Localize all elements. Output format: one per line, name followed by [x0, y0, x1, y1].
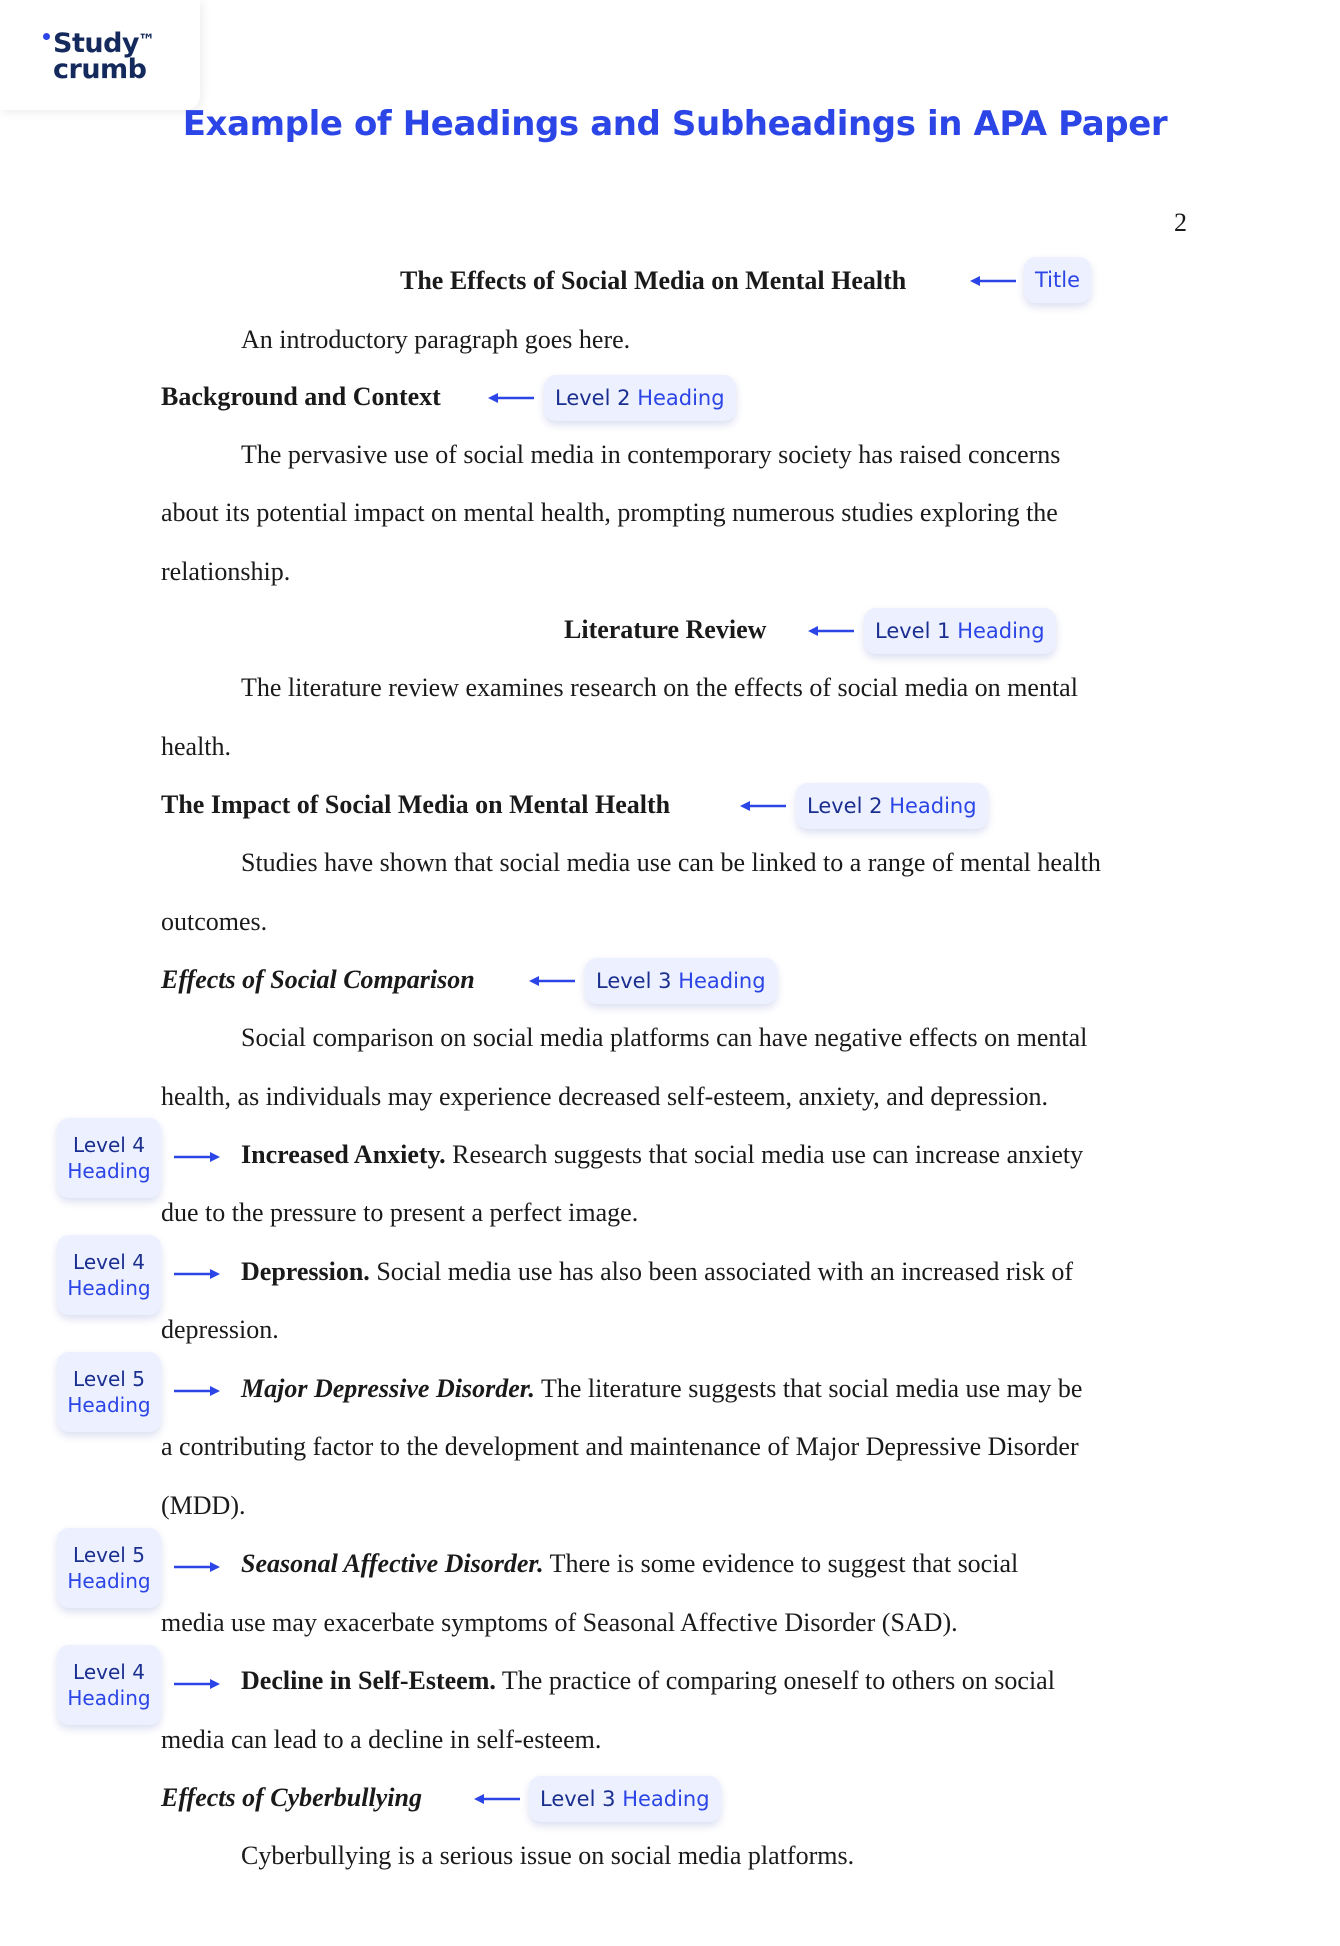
annotation-title: Title: [1024, 257, 1091, 303]
arrow-right-icon: [172, 1675, 220, 1693]
arrow-left-icon: [808, 622, 856, 640]
paragraph-text: Social media use has also been associated with an increased risk of: [369, 1257, 1074, 1286]
logo-text-line2: crumb: [53, 54, 147, 85]
annotation-level5: Level 5 Heading: [57, 1528, 161, 1608]
page-number: 2: [1174, 208, 1187, 237]
logo-trademark: ™: [138, 31, 155, 51]
paragraph-line: The literature review examines research on the effects of social media on mental: [241, 673, 1078, 702]
arrow-left-icon: [474, 1790, 522, 1808]
arrow-left-icon: [488, 389, 536, 407]
annotation-level1: Level 1 Heading: [864, 608, 1056, 654]
paragraph-line: (MDD).: [161, 1491, 246, 1520]
heading-increased-anxiety: Increased Anxiety.: [241, 1140, 446, 1169]
paragraph-text: The practice of comparing oneself to others on social: [495, 1666, 1055, 1695]
paragraph-line: [241, 1373, 1082, 1405]
paragraph-line: Social comparison on social media platforms can have negative effects on mental: [241, 1023, 1088, 1052]
annotation-level2: Level 2 Heading: [544, 375, 736, 421]
logo-dot-icon: [43, 33, 50, 40]
paragraph-text: There is some evidence to suggest that social: [543, 1549, 1019, 1578]
intro-paragraph: An introductory paragraph goes here.: [241, 325, 631, 354]
paragraph-line: health, as individuals may experience decreased self-esteem, anxiety, and depression.: [161, 1082, 1049, 1111]
paragraph-text: The literature suggests that social media use may be: [534, 1374, 1083, 1403]
studycrumb-logo[interactable]: [0, 0, 200, 110]
heading-impact: The Impact of Social Media on Mental Health: [161, 790, 671, 819]
heading-mdd: Major Depressive Disorder.: [241, 1374, 535, 1403]
paragraph-line: The pervasive use of social media in contemporary society has raised concerns: [241, 440, 1061, 469]
arrow-right-icon: [172, 1265, 220, 1283]
arrow-right-icon: [172, 1148, 220, 1166]
annotation-level3: Level 3 Heading: [529, 1776, 721, 1822]
heading-depression: Depression.: [241, 1257, 370, 1286]
paragraph-line: health.: [161, 732, 232, 761]
paragraph-line: [241, 1256, 1073, 1288]
paragraph-line: [241, 1139, 1083, 1171]
paragraph-text: Research suggests that social media use can increase anxiety: [445, 1140, 1084, 1169]
heading-cyberbullying: Effects of Cyberbullying: [161, 1783, 422, 1812]
page-title: Example of Headings and Subheadings in APA Paper: [182, 104, 1168, 144]
arrow-left-icon: [740, 797, 788, 815]
paragraph-line: Cyberbullying is a serious issue on social media platforms.: [241, 1841, 855, 1870]
paragraph-line: media can lead to a decline in self-esteem.: [161, 1725, 602, 1754]
paragraph-line: outcomes.: [161, 907, 268, 936]
heading-sad: Seasonal Affective Disorder.: [241, 1549, 544, 1578]
annotation-level5: Level 5 Heading: [57, 1352, 161, 1432]
paragraph-line: media use may exacerbate symptoms of Seasonal Affective Disorder (SAD).: [161, 1608, 958, 1637]
paragraph-line: [241, 1548, 1018, 1580]
paragraph-line: about its potential impact on mental health, prompting numerous studies exploring the: [161, 498, 1058, 527]
arrow-right-icon: [172, 1558, 220, 1576]
arrow-left-icon: [970, 272, 1018, 290]
annotation-level3: Level 3 Heading: [585, 958, 777, 1004]
paragraph-line: [241, 1665, 1055, 1697]
logo-text-line1: Study: [53, 28, 140, 59]
paragraph-line: a contributing factor to the development and maintenance of Major Depressive Disorder: [161, 1432, 1079, 1461]
heading-social-comparison: Effects of Social Comparison: [161, 965, 475, 994]
paper-title: The Effects of Social Media on Mental Health: [400, 266, 907, 295]
paragraph-line: depression.: [161, 1315, 279, 1344]
annotation-level4: Level 4 Heading: [57, 1235, 161, 1315]
annotation-level4: Level 4 Heading: [57, 1645, 161, 1725]
arrow-right-icon: [172, 1382, 220, 1400]
heading-self-esteem: Decline in Self-Esteem.: [241, 1666, 496, 1695]
annotation-level2: Level 2 Heading: [796, 783, 988, 829]
arrow-left-icon: [529, 972, 577, 990]
paragraph-line: due to the pressure to present a perfect image.: [161, 1198, 639, 1227]
paragraph-line: relationship.: [161, 557, 291, 586]
paragraph-line: Studies have shown that social media use can be linked to a range of mental health: [241, 848, 1101, 877]
annotation-level4: Level 4 Heading: [57, 1118, 161, 1198]
heading-background: Background and Context: [161, 382, 441, 411]
heading-literature-review: Literature Review: [564, 615, 767, 644]
